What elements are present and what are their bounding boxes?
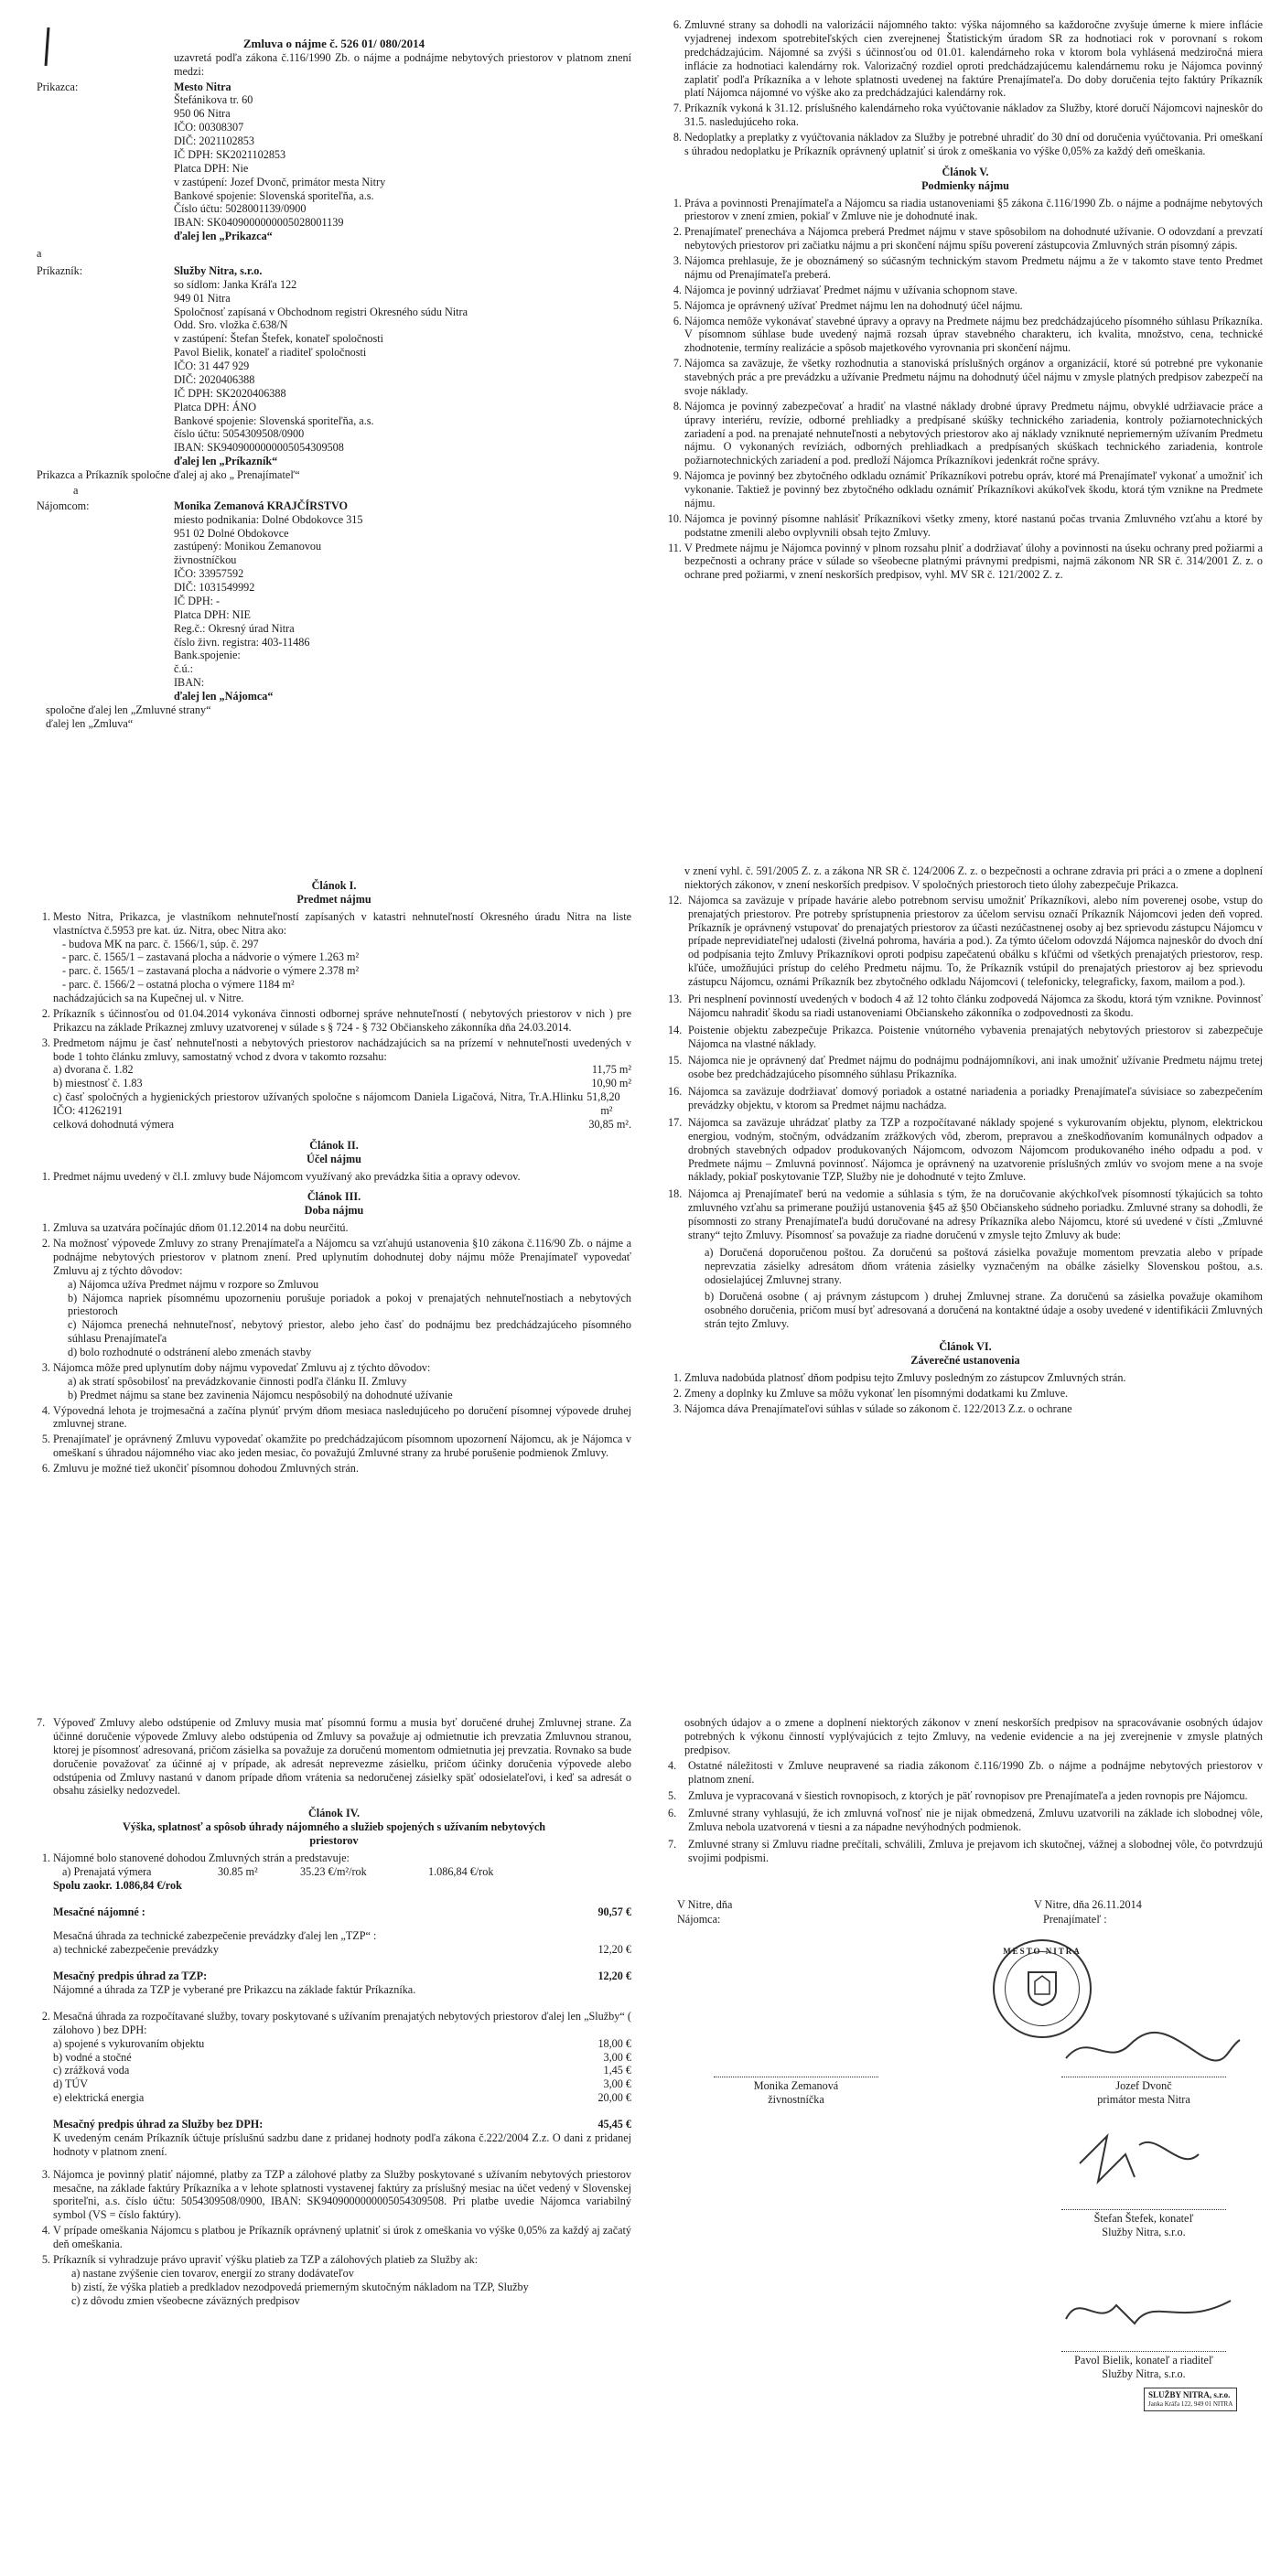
contract-title: Zmluva o nájme č. 526 01/ 080/2014 [242, 37, 425, 50]
list-item: 5. Prenajímateľ je oprávnený Zmluvu vypovedať okamžite po predchádzajúcom písomnom upozornení Nájomcu, ak je Nájomca v omeškaní s úhradou nájomného viac ako jeden mesiac, čo považujú Zmluvné strany za hrubé porušenie podmienok Zmluvy. [53, 1433, 631, 1460]
article-3-list [37, 1221, 631, 1476]
list-item: 6. Zmluvné strany sa dohodli na valorizácii nájomného takto: výška nájomného sa každoročne zvyšuje úmerne k miere inflácie vyjadrenej indexom spotrebiteľských cien zverejnenej Štatistickým úradom SR za hodnotiaci rok v porovnaní s rokom predchádzajúcim. Nájomné sa zvýši s účinnosťou od 01.01. kalendárneho roka v ktorom bola vyhlásená medziročná miera inflácie za hodnotiaci kalendárny rok. Valorizačný rozdiel oproti predchádzajúcemu kalendárnemu roku je Nájomca povinný zaplatiť podľa Príkazníka a v lehote splatnosti uvedenej na faktúre Prenajímateľa. Do doby doručenia tejto faktúry Príkazník platí Nájomca nájomné vo výške ako za predchádzajúci kalendárny rok. [684, 18, 1263, 100]
parcel-item: - parc. č. 1565/1 – zastavaná plocha a nádvorie o výmere 1.263 m² [62, 950, 360, 964]
page-1: Zmluva o nájme č. 526 01/ 080/2014 uzavretá podľa zákona č.116/1990 Zb. o nájme a podnájme nebytových priestorov v platnom znení medzi: Prikazca: Mesto Nitra Štefánikova tr. 60 950 06 Nitra IČO: 00308307 DIČ: 2021102853 IČ DPH: SK2021102853 Platca DPH: Nie v zastúpení: Jozef Dvonč, primátor mesta Nitry Bankové spojenie: Slovenská sporiteľňa, a.s. Číslo účtu: 5028001139/0900 IBAN: SK0409000000005028001139 ďalej len „Prikazca“ a Príkazník: Služby Nitra, s.r.o. so sídlom: Janka Kráľa 122 949 01 Nitra Spoločnosť zapísaná v Obchodnom registri Okresného súdu Nitra Odd. Sro. vložka č.638/N v zastúpení: Štefan Štefek, konateľ spoločnosti Pavol Bielik, konateľ a riaditeľ spoločnosti IČO: 31 447 929 DIČ: 2020406388 IČ DPH: SK2020406388 Platca DPH: ÁNO Bankové spojenie: Slovenská sporiteľňa, a.s. číslo účtu: 5054309508/0900 IBAN: SK9409000000005054309508 ďalej len „Príkazník“ Prikazca a Príkazník spoločne ďalej aj ako „ Prenajímateľ“ a Nájomcom: Monika Zemanová KRAJČÍRSTVO miesto podnikania: Dolné Obdokovce 315 951 02 Dolné Obdokovce zastúpený: Monikou Zemanovou živnostníčkou IČO: 33957592 DIČ: 1031549992 IČ DPH: - Platca DPH: NIE Reg.č.: Okresný úrad Nitra číslo živn. registra: 403-11486 Bank.spojenie: č.ú.: IBAN: ďalej len „Nájomca“ spoločne ďalej len „Zmluvné strany“ ďalej len „Zmluva“ [37, 18, 631, 846]
signature-stefek [1071, 2127, 1208, 2200]
list-item: 1. Zmluva sa uzatvára počínajúc dňom 01.12.2014 na dobu neurčitú. [53, 1221, 631, 1235]
signature-bielik [1061, 2282, 1235, 2337]
list-item: 6. Nájomca nemôže vykonávať stavebné úpravy a opravy na Predmete nájmu bez predchádzajúceho písomného súhlasu Príkazníka. V písomnom súhlase bude uvedený najmä rozsah úprav stavebného charakteru, ich kvalita, množstvo, cena, technické zhodnotenie, termíny realizácie a spôsob majetkového vyrovnania pri skončení nájmu. [684, 315, 1263, 356]
sub-item: c) z dôvodu zmien všeobecne záväzných predpisov [71, 2293, 300, 2307]
article-4-list: 1. Nájomné bolo stanovené dohodou Zmluvných strán a predstavuje: a) Prenajatá výmera 30.85 m² 35.23 €/m²/rok 1.086,84 €/rok Spolu zaokr. 1.086,84 €/rok Mesačné nájomné : 90,57 € Mesačná úhrada za technické zabezpečenie prevádzky ďalej len „TZP“ : a) technické zabezpečenie prevádzky 12,20 € Mesačný predpis úhrad za TZP: 12,20 € Nájomné a úhrada za TZP je vyberané pre Prikazcu na základe faktúr Príkazníka. 2. Mesačná úhrada za rozpočítavané služby, tovary poskytované s užívaním prenajatých nebytových priestorov ďalej len „Služby“ ( zálohovo ) bez DPH: a) spojené s vykurovaním objektu 18,00 € b) vodné a stočné 3,00 € c) zrážková voda 1,45 € d) TÚV 3,00 € e) elektrická energia 20,00 € Mesačný predpis úhrad za Služby bez DPH: 45,45 € K uvedeným cenám Príkazník účtuje príslušnú sadzbu dane z pridanej hodnoty podľa zákona č.222/2004 Z.z. O dani z pridanej hodnoty v platnom znení. 3. Nájomca je povinný platiť nájomné, platby za TZP a zálohové platby za Služby poskytované s užívaním nebytových priestorov mesačne, na základe faktúry Príkazníka a v lehote splatnosti vystavenej faktúry za príslušný mesiac na účet vedený v Slovenskej sporiteľni, a.s. číslo účtu: 5054309508/0900, IBAN: SK9409000000005054309508. Pri platbe uvedie Nájomca variabilný symbol (VS = číslo faktúry). 4. V prípade omeškania Nájomcu s platbou je Príkazník oprávnený uplatniť si úrok z omeškania vo výške 0,05% za každý aj začatý deň omeškania. 5. Príkazník si vyhradzuje právo upraviť výšku platieb za TZP a zálohových platieb za Služby ak: a) nastane zvýšenie cien tovarov, energií zo strany dodávateľov b) zistí, že výška platieb a predkladov nezodpovedá priemerným skutočným nákladom na TZP, Služby c) z dôvodu zmien všeobecne záväzných predpisov [37, 1852, 631, 2308]
detail-line: miesto podnikania: Dolné Obdokovce 315 [174, 512, 363, 526]
list-item: 2. Prenajímateľ prenecháva a Nájomca preberá Predmet nájmu v stave spôsobilom na dohodnuté užívanie. O odovzdaní a prevzatí nebytových priestorov pri začiatku nájmu a pri skončení nájmu spíšu poverení zástupcovia Zmluvných strán písomný zápis. [684, 225, 1263, 252]
sub-item: b) Predmet nájmu sa stane bez zavinenia Nájomcu nespôsobilý na dohodnuté užívanie [68, 1388, 453, 1401]
detail-line: 950 06 Nitra [174, 107, 231, 121]
list-item: 17. Nájomca sa zaväzuje uhrádzať platby za TZP a rozpočítavané náklady spojené s vykurovaním objektu, plynom, elektrickou energiou, vodným, stočným, odvádzaním zrážkových vôd, zberom, prepravou a zneškodňovaním komunálnych odpadov a drobných stavebných odpadov produkovaných Nájomcom, odvozom Nájomcom produkovaného iného odpadu a pod. v Predmete nájmu – Zmluvná povinnosť. Nájomca je oprávnený na uzatvorenie príslušných zmlúv vo svojom mene a na svoje náklady, pokiaľ poskytovanie TZP, Služby nie je dohodnuté v tejto Zmluve. [668, 1115, 1263, 1184]
list-item: 9. Nájomca je povinný bez zbytočného odkladu oznámiť Príkazníkovi potrebu opráv, ktoré má Prenajímateľ vykonať a umožniť ich vykonanie. Taktiež je povinný bez zbytočného odkladu oznámiť Príkazníkovi akúkoľvek škodu, ktorá tým vznikne na Predmete nájmu. [684, 469, 1263, 510]
detail-line: Spoločnosť zapísaná v Obchodnom registri Okresného súdu Nitra [174, 305, 468, 318]
list-item: 7. Nájomca sa zaväzuje, že všetky rozhodnutia a stanoviská príslušných orgánov a organizácií, ktoré sú potrebné pre vykonanie stavebných prác a pre prevádzku a užívanie Predmetu nájmu na dohodnutý účel nájmu v zmysle platných predpisov zabezpečí na svoje náklady. [684, 357, 1263, 398]
detail-line: IBAN: SK9409000000005054309508 [174, 441, 344, 455]
detail-line: Platca DPH: ÁNO [174, 400, 257, 413]
article-1-title: Článok I. [311, 879, 357, 892]
prikaznik-details [174, 278, 468, 455]
parcel-item: - parc. č. 1566/2 – ostatná plocha o výmere 1184 m² [62, 978, 295, 992]
list-item: 11. V Predmete nájmu je Nájomca povinný v plnom rozsahu plniť a dodržiavať úlohy a povinnosti na úseku ochrany pred požiarmi a bezpečnosti a ochrany práce v súlade so všeobecne platnými právnymi predpismi, najmä zákonom NR SR č. 314/2001 Z. z. o ochrane pred požiarmi, v znení neskorších predpisov, vyhl. MV SR č. 121/2002 Z. z. [684, 542, 1263, 583]
sub-item: c) Nájomca prenechá nehnuteľnosť, nebytový priestor, alebo jeho časť do podnájmu bez predchádzajúceho písomného súhlasu Prenajímateľa [68, 1318, 631, 1346]
valorization-list [668, 18, 1263, 158]
joint-label: Prikazca a Príkazník spoločne ďalej aj ako „ Prenajímateľ“ [37, 468, 300, 482]
parcel-item: - budova MK na parc. č. 1566/1, súp. č. 297 [62, 937, 259, 950]
signature-primator: Jozef Dvonč primátor mesta Nitra [1034, 2077, 1254, 2107]
detail-line: DIČ: 1031549992 [174, 581, 255, 595]
detail-line: Platca DPH: Nie [174, 161, 249, 175]
article-1-list: 1. Mesto Nitra, Prikazca, je vlastníkom nehnuteľností zapísaných v katastri nehnuteľností Okresného úradu Nitra na liste vlastníctva č.5953 pre kat. úz. Nitra, obec Nitra ako: - budova MK na parc. č. 1566/1, súp. č. 297 - parc. č. 1565/1 – zastavaná plocha a nádvorie o výmere 1.263 m² - parc. č. 1565/1 – zastavaná plocha a nádvorie o výmere 2.378 m² - parc. č. 1566/2 – ostatná plocha o výmere 1184 m² nachádzajúcich sa na Kupečnej ul. v Nitre. 2. Príkazník s účinnosťou od 01.04.2014 vykonáva činnosti odbornej správe nehnuteľností ( nebytových priestorov v nich ) pre Prikazcu na základe Príkaznej zmluvy uzatvorenej v súlade s § 724 - § 732 Občianskeho zákonníka dňa 24.03.2014. 3. Predmetom nájmu je časť nehnuteľnosti a nebytových priestorov nachádzajúcich sa na prízemí v nehnuteľnosti uvedených v bode 1 tohto článku zmluvy, samostatný vchod z dvora v takomto rozsahu: a) dvorana č. 1.82 11,75 m² b) miestnosť č. 1.83 10,90 m² c) časť spoločných a hygienických priestorov užívaných spoločne s nájomcom Daniela Ligačová, Nitra, Tr.A.Hlinku 51, IČO: 41262191 8,20 m² celková dohodnutá výmera 30,85 m². [37, 910, 631, 1132]
contract-intro: uzavretá podľa zákona č.116/1990 Zb. o nájme a podnájme nebytových priestorov v platnom znení medzi: [174, 50, 631, 78]
area-row: a) dvorana č. 1.82 11,75 m² [53, 1063, 631, 1077]
rent-row: a) Prenajatá výmera 30.85 m² 35.23 €/m²/rok 1.086,84 €/rok [62, 1864, 494, 1878]
detail-line: Reg.č.: Okresný úrad Nitra [174, 621, 295, 635]
area-row: c) časť spoločných a hygienických priestorov užívaných spoločne s nájomcom Daniela Ligačová, Nitra, Tr.A.Hlinku 51, IČO: 41262191 8,20 m² [53, 1090, 620, 1117]
detail-line: DIČ: 2021102853 [174, 134, 254, 148]
detail-line: 951 02 Dolné Obdokovce [174, 526, 289, 540]
service-row: d) TÚV 3,00 € [53, 2077, 631, 2091]
list-item: 6. Zmluvné strany vyhlasujú, že ich zmluvná voľnosť nie je nijak obmedzená, Zmluvu uzatvorili na základe ich slobodnej vôle, Zmluva nebola uzatvorená v tiesni a za nápadne nevýhodných podmienok. [668, 1807, 1263, 1834]
detail-line: IČO: 33957592 [174, 567, 244, 581]
sub-item: a) ak stratí spôsobilosť na prevádzkovanie činnosti podľa článku II. Zmluvy [68, 1374, 407, 1388]
list-item: 5. Nájomca je oprávnený užívať Predmet nájmu len na dohodnutý účel nájmu. [684, 299, 1263, 313]
article-5-title: Článok V. [942, 165, 989, 178]
detail-line: Platca DPH: NIE [174, 607, 251, 621]
list-item: 8. Nájomca je povinný zabezpečovať a hradiť na vlastné náklady drobné úpravy Predmetu nájmu, obvyklé udržiavacie práce a úpravy interiéru, revízie, odborné prehliadky a predpísané skúšky technického zariadenia, kontroly požiarnotechnických zariadení a pod. na prenajaté nehnuteľnosti a nebytových priestorov ako aj náklady vzniknuté nepriemerným užívaním Predmetu nájmu. O vykonaných revíziách, odborných prehliadkach a predpísaných skúškach technického zariadenia, kontrole požiarnotechnických zariadení a pod. predloží Nájomca Príkazníkovi jedenkrát ročne správy. [684, 400, 1263, 467]
list-item: a) Doručená doporučenou poštou. Za doručenú sa poštová zásielka považuje momentom prevzatia alebo v prípade neprevzatia zásielky adresátom dňom vrátenia zásielky vyznačeným na obálke zásielky Slovenskou poštou, a.s. odosielajúcej Zmluvnej strany. [705, 1245, 1263, 1286]
list-item: 4. Ostatné náležitosti v Zmluve neupravené sa riadia zákonom č.116/1990 Zb. o nájme a podnájme nebytových priestorov v platnom znení. [668, 1758, 1263, 1786]
list-item: 4. Výpovedná lehota je trojmesačná a začína plynúť prvým dňom mesiaca nasledujúceho po doručení písomnej výpovede druhej zmluvnej strane. [53, 1404, 631, 1432]
services-table [53, 2037, 631, 2105]
list-item: 14. Poistenie objektu zabezpečuje Prikazca. Poistenie vnútorného vybavenia prenajatých nebytových priestorov si zabezpečuje Nájomca na vlastné náklady. [668, 1023, 1263, 1050]
article-5-subtitle: Podmienky nájmu [921, 178, 1009, 192]
page-3: Článok I. Predmet nájmu 1. Mesto Nitra, Prikazca, je vlastníkom nehnuteľností zapísaných v katastri nehnuteľností Okresného úradu Nitra na liste vlastníctva č.5953 pre kat. úz. Nitra, obec Nitra ako: - budova MK na parc. č. 1566/1, súp. č. 297 - parc. č. 1565/1 – zastavaná plocha a nádvorie o výmere 1.263 m² - parc. č. 1565/1 – zastavaná plocha a nádvorie o výmere 2.378 m² - parc. č. 1566/2 – ostatná plocha o výmere 1184 m² nachádzajúcich sa na Kupečnej ul. v Nitre. 2. Príkazník s účinnosťou od 01.04.2014 vykonáva činnosti odbornej správe nehnuteľností ( nebytových priestorov v nich ) pre Prikazcu na základe Príkaznej zmluvy uzatvorenej v súlade s § 724 - § 732 Občianskeho zákonníka dňa 24.03.2014. 3. Predmetom nájmu je časť nehnuteľnosti a nebytových priestorov nachádzajúcich sa na prízemí v nehnuteľnosti uvedených v bode 1 tohto článku zmluvy, samostatný vchod z dvora v takomto rozsahu: a) dvorana č. 1.82 11,75 m² b) miestnosť č. 1.83 10,90 m² c) časť spoločných a hygienických priestorov užívaných spoločne s nájomcom Daniela Ligačová, Nitra, Tr.A.Hlinku 51, IČO: 41262191 8,20 m² celková dohodnutá výmera 30,85 m². Článok II. Účel nájmu 1. Predmet nájmu uvedený v čl.I. zmluvy bude Nájomcom využívaný ako prevádzka šitia a opravy odevov. Článok III. Doba nájmu 1. Zmluva sa uzatvára počínajúc dňom 01.12.2014 na dobu neurčitú. 2. Na možnosť výpovede Zmluvy zo strany Prenajímateľa a Nájomcu sa vzťahujú ustanovenia §10 zákona č.116/90 Zb. o nájme a podnájme nebytových priestorov v platnom znení. Pred uplynutím dohodnutej doby nájmu môže Prenajímateľ vypovedať Zmluvu aj z týchto dôvodov: a) Nájomca užíva Predmet nájmu v rozpore so Zmluvou b) Nájomca napriek písomnému upozorneniu porušuje poriadok a pokoj v prenajatých nehnuteľnostiach a nebytových priestoroch c) Nájomca prenechá nehnuteľnosť, nebytový priestor, alebo jeho časť do podnájmu bez predchádzajúceho písomného súhlasu Prenajímateľa d) bolo rozhodnuté o odstránení alebo zmenách stavby 3. Nájomca môže pred uplynutím doby nájmu vypovedať Zmluvu aj z týchto dôvodov: a) ak stratí spôsobilosť na prevádzkovanie činnosti podľa článku II. Zmluvy b) Predmet nájmu sa stane bez zavinenia Nájomcu nespôsobilý na dohodnuté užívanie 4. Výpovedná lehota je trojmesačná a začína plynúť prvým dňom mesiaca nasledujúceho po doručení písomnej výpovede druhej zmluvnej strane. 5. Prenajímateľ je oprávnený Zmluvu vypovedať okamžite po predchádzajúcom písomnom upozornení Nájomcu, ak je Nájomca v omeškaní s úhradou nájomného viac ako jeden mesiac, čo považujú Zmluvné strany za hrubé porušenie podmienok Zmluvy. 6. Zmluvu je možné tiež ukončiť písomnou dohodou Zmluvných strán. [37, 864, 631, 1692]
page-2 [668, 18, 1263, 846]
sub-item: b) zistí, že výška platieb a predkladov nezodpovedá priemerným skutočným nákladom na TZP, Služby [71, 2280, 529, 2293]
detail-line: živnostníčkou [174, 553, 237, 567]
detail-line: Bankové spojenie: Slovenská sporiteľňa, a.s. [174, 188, 374, 202]
article-6-title: Článok VI. [939, 1340, 992, 1353]
detail-line: IČO: 31 447 929 [174, 360, 250, 373]
service-row: a) spojené s vykurovaním objektu 18,00 € [53, 2036, 631, 2050]
together-label: spoločne ďalej len „Zmluvné strany“ [46, 703, 211, 716]
party-prikazca: Prikazca: Mesto Nitra Štefánikova tr. 60 950 06 Nitra IČO: 00308307 DIČ: 2021102853 IČ DPH: SK2021102853 Platca DPH: Nie v zastúpení: Jozef Dvonč, primátor mesta Nitry Bankové spojenie: Slovenská sporiteľňa, a.s. Číslo účtu: 5028001139/0900 IBAN: SK0409000000005028001139 ďalej len „Prikazca“ [37, 80, 386, 243]
stamp-text: MESTO NITRA [1003, 1947, 1082, 1956]
detail-line: v zastúpení: Štefan Štefek, konateľ spoločnosti [174, 332, 384, 346]
detail-line: so sídlom: Janka Kráľa 122 [174, 277, 297, 291]
detail-line: IBAN: [174, 676, 205, 690]
service-row: e) elektrická energia 20,00 € [53, 2091, 631, 2105]
article-6-subtitle: Záverečné ustanovenia [910, 1353, 1020, 1367]
monthly-rent-value: 90,57 € [597, 1905, 631, 1918]
article-5-continued [668, 894, 1263, 1333]
prikazca-details [174, 93, 385, 230]
party-najomca: Nájomcom: Monika Zemanová KRAJČÍRSTVO miesto podnikania: Dolné Obdokovce 315 951 02 Dolné Obdokovce zastúpený: Monikou Zemanovou živnostníčkou IČO: 33957592 DIČ: 1031549992 IČ DPH: - Platca DPH: NIE Reg.č.: Okresný úrad Nitra číslo živn. registra: 403-11486 Bank.spojenie: č.ú.: IBAN: ďalej len „Nájomca“ [37, 499, 363, 703]
sub-item: b) Nájomca napriek písomnému upozorneniu porušuje poriadok a pokoj v prenajatých nehnuteľnostiach a nebytových priestoroch [68, 1291, 631, 1318]
company-stamp: SLUŽBY NITRA, s.r.o. Janka Kráľa 122, 949 01 NITRA [1144, 2388, 1237, 2411]
list-item: 4. Nájomca je povinný udržiavať Predmet nájmu v užívania schopnom stave. [684, 284, 1263, 297]
article-2-subtitle: Účel nájmu [307, 1152, 361, 1165]
article-4-title: Článok IV. [308, 1807, 360, 1820]
detail-line: Číslo účtu: 5028001139/0900 [174, 202, 307, 216]
signature-riaditel: Pavol Bielik, konateľ a riaditeľ Služby Nitra, s.r.o. [1034, 2351, 1254, 2381]
detail-line: číslo účtu: 5054309508/0900 [174, 427, 305, 441]
list-item: b) Doručená osobne ( aj právnym zástupcom ) druhej Zmluvnej strane. Za doručenú sa zásielka považuje okamihom osobného doručenia, pričom musí byť adresovaná a doručená na kontaktné údaje a osoby uvedené v identifikácii Zmluvných strán tejto Zmluvy. [705, 1290, 1263, 1331]
detail-line: Odd. Sro. vložka č.638/N [174, 318, 288, 332]
city-stamp [993, 1939, 1092, 2038]
list-item: 10. Nájomca je povinný písomne nahlásiť Príkazníkovi všetky zmeny, ktoré nastanú počas trvania Zmluvného vzťahu a ktoré by podstatne zmenili alebo ovplyvnili obsah tejto Zmluvy. [684, 512, 1263, 540]
detail-line: v zastúpení: Jozef Dvonč, primátor mesta Nitry [174, 175, 386, 188]
service-row: c) zrážková voda 1,45 € [53, 2064, 631, 2077]
coat-of-arms-icon [1027, 1970, 1058, 2007]
list-item: 2. Zmeny a doplnky ku Zmluve sa môžu vykonať len písomnými dodatkami ku Zmluve. [684, 1387, 1263, 1401]
parcel-item: - parc. č. 1565/1 – zastavaná plocha a nádvorie o výmere 2.378 m² [62, 964, 360, 978]
najomca-details [174, 513, 362, 690]
detail-line: IČ DPH: - [174, 594, 221, 607]
detail-line: IČO: 00308307 [174, 121, 244, 134]
detail-line: Bankové spojenie: Slovenská sporiteľňa, a.s. [174, 413, 374, 427]
detail-line: 949 01 Nitra [174, 291, 231, 305]
detail-line: číslo živn. registra: 403-11486 [174, 635, 310, 649]
list-item: 15. Nájomca nie je oprávnený dať Predmet nájmu do podnájmu podnájomníkovi, ani inak umožniť užívanie Predmetu nájmu tretej osobe bez predchádzajúceho písomného súhlasu Príkazníka. [668, 1054, 1263, 1081]
area-row: b) miestnosť č. 1.83 10,90 m² [53, 1077, 631, 1090]
list-item: 1. Zmluva nadobúda platnosť dňom podpisu tejto Zmluvy posledným zo zástupcov Zmluvných strán. [684, 1371, 1263, 1385]
detail-line: IČ DPH: SK2020406388 [174, 386, 286, 400]
signature-najomca: Monika Zemanová živnostníčka [695, 2077, 897, 2107]
list-item: 16. Nájomca sa zaväzuje dodržiavať domový poriadok a ostatné nariadenia a poriadky Prenajímateľa súvisiace so zabezpečením prevádzky objektu, v ktorom sa Predmet nájmu nachádza. [668, 1085, 1263, 1111]
detail-line: č.ú.: [174, 662, 193, 676]
area-table [53, 1063, 631, 1131]
article-3-title: Článok III. [307, 1190, 361, 1204]
detail-line: Pavol Bielik, konateľ a riaditeľ spoločnosti [174, 346, 367, 360]
page-6: osobných údajov a o zmene a doplnení niektorých zákonov v znení neskorších predpisov na spracovávanie osobných údajov potrebných k výkonu činností vyplývajúcich z tejto Zmluvy, na vedenie evidencie a na jej zverejnenie v zmysle platných predpisov. 4. Ostatné náležitosti v Zmluve neupravené sa riadia zákonom č.116/1990 Zb. o nájme a podnájme nebytových priestorov v platnom znení. 5. Zmluva je vypracovaná v šiestich rovnopisoch, z ktorých je päť rovnopisov pre Prenajímateľa a jeden rovnopis pre Nájomcu. 6. Zmluvné strany vyhlasujú, že ich zmluvná voľnosť nie je nijak obmedzená, Zmluvu uzatvorili na základe ich slobodnej vôle, Zmluva nebola uzatvorená v tiesni a za nápadne nevýhodných podmienok. 7. Zmluvné strany si Zmluvu riadne prečítali, schválili, Zmluva je prejavom ich skutočnej, vážnej a slobodnej vôle, čo potvrdzujú svojimi podpismi. V Nitre, dňa Nájomca: V Nitre, dňa 26.11.2014 Prenajímateľ : MESTO NITRA Monika Zemanová živnostníčka Jozef Dvonč primátor mesta Nitra Štefan Štefek, konateľ Služby Nitra, s.r.o. Pavol Bielik, konateľ a riaditeľ Služby Nitra, s.r.o. SLUŽBY NITRA, s.r.o. Janka Kráľa 122, 949 01 NITRA [668, 1711, 1263, 2571]
detail-line: Štefánikova tr. 60 [174, 93, 253, 107]
article-2-title: Článok II. [309, 1138, 359, 1152]
list-item: 2. Na možnosť výpovede Zmluvy zo strany Prenajímateľa a Nájomcu sa vzťahujú ustanovenia §10 zákona č.116/90 Zb. o nájme a podnájme nebytových priestorov v platnom znení. Pred uplynutím dohodnutej doby nájmu môže Prenajímateľ vypovedať Zmluvu aj z týchto dôvodov: a) Nájomca užíva Predmet nájmu v rozpore so Zmluvou b) Nájomca napriek písomnému upozorneniu porušuje poriadok a pokoj v prenajatých nehnuteľnostiach a nebytových priestoroch c) Nájomca prenechá nehnuteľnosť, nebytový priestor, alebo jeho časť do podnájmu bez predchádzajúceho písomného súhlasu Prenajímateľa d) bolo rozhodnuté o odstránení alebo zmenách stavby [53, 1237, 631, 1359]
list-item: 3. Nájomca prehlasuje, že je oboznámený so súčasným technickým stavom Predmetu nájmu a že v takomto stave tento Predmet nájmu od Prenajímateľa preberá. [684, 254, 1263, 282]
page-5: 7. Výpoveď Zmluvy alebo odstúpenie od Zmluvy musia mať písomnú formu a musia byť doručené druhej Zmluvnej strane. Za účinné doručenie výpovede Zmluvy alebo odstúpenia od Zmluvy sa považuje aj odmietnutie ich prevzatia Zmluvnou stranou, ktorej je písomnosť adresovaná, pričom zásielka sa považuje za doručenú momentom odmietnutia jej prevzatia. Rovnako sa bude doručenie považovať za účinné aj v prípade, ak adresát neprevezme zásielku, pričom účinky doručenia výpovede alebo odstúpenia od Zmluvy nastanú v danom prípade dňom vrátenia sa nedoručenej zásielky späť odosielateľovi, i keď sa adresát o obsahu zásielky nedozvedel. Článok IV. Výška, splatnosť a spôsob úhrady nájomného a služieb spojených s užívaním nebytových priestorov 1. Nájomné bolo stanovené dohodou Zmluvných strán a predstavuje: a) Prenajatá výmera 30.85 m² 35.23 €/m²/rok 1.086,84 €/rok Spolu zaokr. 1.086,84 €/rok Mesačné nájomné : 90,57 € Mesačná úhrada za technické zabezpečenie prevádzky ďalej len „TZP“ : a) technické zabezpečenie prevádzky 12,20 € Mesačný predpis úhrad za TZP: 12,20 € Nájomné a úhrada za TZP je vyberané pre Prikazcu na základe faktúr Príkazníka. 2. Mesačná úhrada za rozpočítavané služby, tovary poskytované s užívaním prenajatých nebytových priestorov ďalej len „Služby“ ( zálohovo ) bez DPH: a) spojené s vykurovaním objektu 18,00 € b) vodné a stočné 3,00 € c) zrážková voda 1,45 € d) TÚV 3,00 € e) elektrická energia 20,00 € Mesačný predpis úhrad za Služby bez DPH: 45,45 € K uvedeným cenám Príkazník účtuje príslušnú sadzbu dane z pridanej hodnoty podľa zákona č.222/2004 Z.z. O dani z pridanej hodnoty v platnom znení. 3. Nájomca je povinný platiť nájomné, platby za TZP a zálohové platby za Služby poskytované s užívaním nebytových priestorov mesačne, na základe faktúry Príkazníka a v lehote splatnosti vystavenej faktúry za príslušný mesiac na účet vedený v Slovenskej sporiteľni, a.s. číslo účtu: 5054309508/0900, IBAN: SK9409000000005054309508. Pri platbe uvedie Nájomca variabilný symbol (VS = číslo faktúry). 4. V prípade omeškania Nájomcu s platbou je Príkazník oprávnený uplatniť si úrok z omeškania vo výške 0,05% za každý aj začatý deň omeškania. 5. Príkazník si vyhradzuje právo upraviť výšku platieb za TZP a zálohových platieb za Služby ak: a) nastane zvýšenie cien tovarov, energií zo strany dodávateľov b) zistí, že výška platieb a predkladov nezodpovedá priemerným skutočným nákladom na TZP, Služby c) z dôvodu zmien všeobecne záväzných predpisov [37, 1711, 631, 2571]
article-1-subtitle: Predmet nájmu [296, 892, 371, 906]
list-item: 7. Príkazník vykoná k 31.12. príslušného kalendárneho roka vyúčtovanie nákladov za Služby, ktoré doručí Nájomcovi najneskôr do 31.5. nasledujúceho roka. [684, 102, 1263, 129]
page-4: v znení vyhl. č. 591/2005 Z. z. a zákona NR SR č. 124/2006 Z. z. o bezpečnosti a ochrane zdravia pri práci a o zmene a doplnení niektorých zákonov, v znení neskorších predpisov. V spoločných priestoroch tieto úlohy zabezpečuje Prikazca. 12. Nájomca sa zaväzuje v prípade havárie alebo potrebnom servisu umožniť Príkazníkovi, alebo ním poverenej osobe, vstup do prenajatých priestorov. Pre potreby sprístupnenia priestorov za účelom servisu označí Príkazník Nájomcovi jeden deň vopred. Príkazník je oprávnený vstupovať do prenajatých priestorov za účasti nezúčastnenej osoby aj bez sprievodu zástupcu Nájomcu v prípade neprevidiateľnej udalosti (živelná pohroma, havária a pod.). Za týmto účelom odovzdá Nájomca najneskôr do dvoch dní od podpísania tejto Zmluvy Príkazníkovi oproti podpisu zapečatenú obálku s kľúčmi od všetkých prenajatých priestorov, resp. kľúče, umožňujúci prístup do celého Predmetu nájmu. To, že Príkazník vstúpil do prenajatých priestorov aj bez sprievodu zástupcu Nájomcu, oznámi Príkazník bez zbytočného odkladu Nájomcovi ( telefonicky, telegraficky, faxom, mailom a pod.). 13. Pri nesplnení povinností uvedených v bodoch 4 až 12 tohto článku zodpovedá Nájomca za škodu, ktorá tým vznikne. Povinnosť Nájomcu nahradiť škodu sa riadi ustanoveniami Občianskeho zákonníka o zodpovednosti za škodu. 14. Poistenie objektu zabezpečuje Prikazca. Poistenie vnútorného vybavenia prenajatých nebytových priestorov si zabezpečuje Nájomca na vlastné náklady. 15. Nájomca nie je oprávnený dať Predmet nájmu do podnájmu podnájomníkovi, ani inak umožniť užívanie Predmetu nájmu tretej osobe bez predchádzajúceho písomného súhlasu Príkazníka. 16. Nájomca sa zaväzuje dodržiavať domový poriadok a ostatné nariadenia a poriadky Prenajímateľa súvisiace so zabezpečením prevádzky objektu, v ktorom sa Predmet nájmu nachádza. 17. Nájomca sa zaväzuje uhrádzať platby za TZP a rozpočítavané náklady spojené s vykurovaním objektu, plynom, elektrickou energiou, vodným, stočným, odvádzaním zrážkových vôd, zberom, prepravou a zneškodňovaním komunálnych odpadov a drobných stavebných odpadov produkovaných Nájomcom, odvozom Nájomcom produkovaného iného odpadu a pod. v Predmete nájmu – Zmluvná povinnosť. Nájomca je oprávnený na uzatvorenie príslušných zmlúv vo svojom mene a na svoje náklady, pokiaľ poskytovanie TZP, Služby nie je dohodnuté v tejto Zmluve. 18. Nájomca aj Prenajímateľ berú na vedomie a súhlasia s tým, že na doručovanie akýchkoľvek písomností týkajúcich sa tohto zmluvného vzťahu sa primerane použijú ustanovenia §45 až §50 Občianskeho súdneho poriadku. Zmluvné strany sa dohodli, že písomnosti zo strany Prenajímateľa budú doručované na adresy Príkazníka alebo Nájomcu, ktoré sú uvedené v čísti „Zmluvné strany“ tejto Zmluvy. Písomnosť sa považuje za riadne doručenú v zmysle tejto Zmluvy ak bude: a) Doručená doporučenou poštou. Za doručenú sa poštová zásielka považuje momentom prevzatia alebo v prípade neprevzatia zásielky adresátom dňom vrátenia zásielky vyznačeným na obálke zásielky Slovenskou poštou, a.s. odosielajúcej Zmluvnej strany. b) Doručená osobne ( aj právnym zástupcom ) druhej Zmluvnej strane. Za doručenú sa zásielka považuje okamihom osobného doručenia, pričom musí byť adresovaná a doručená na kontaktné údaje a osoby uvedené v identifikácii Zmluvných strán tejto Zmluvy. Článok VI. Záverečné ustanovenia 1. Zmluva nadobúda platnosť dňom podpisu tejto Zmluvy posledným zo zástupcov Zmluvných strán. 2. Zmeny a doplnky ku Zmluve sa môžu vykonať len písomnými dodatkami ku Zmluve. 3. Nájomca dáva Prenajímateľovi súhlas v súlade so zákonom č. 122/2013 Z.z. o ochrane [668, 864, 1263, 1692]
article-3-subtitle: Doba nájmu [304, 1204, 364, 1218]
list-item: 5. Zmluva je vypracovaná v šiestich rovnopisoch, z ktorých je päť rovnopisov pre Prenajímateľa a jeden rovnopis pre Nájomcu. [668, 1789, 1248, 1803]
list-item: 3. Nájomca dáva Prenajímateľovi súhlas v súlade so zákonom č. 122/2013 Z.z. o ochrane [684, 1402, 1263, 1416]
list-item: 18. Nájomca aj Prenajímateľ berú na vedomie a súhlasia s tým, že na doručovanie akýchkoľvek písomností týkajúcich sa tohto zmluvného vzťahu sa primerane použijú ustanovenia §45 až §50 Občianskeho súdneho poriadku. Zmluvné strany sa dohodli, že písomnosti zo strany Prenajímateľa budú doručované na adresy Príkazníka alebo Nájomcu, ktoré sú uvedené v čísti „Zmluvné strany“ tejto Zmluvy. Písomnosť sa považuje za riadne doručenú v zmysle tejto Zmluvy ak bude: [668, 1187, 1263, 1241]
list-item: 6. Zmluvu je možné tiež ukončiť písomnou dohodou Zmluvných strán. [53, 1462, 631, 1476]
sub-item: d) bolo rozhodnuté o odstránení alebo zmenách stavby [68, 1346, 312, 1358]
list-item: 12. Nájomca sa zaväzuje v prípade havárie alebo potrebnom servisu umožniť Príkazníkovi, alebo ním poverenej osobe, vstup do prenajatých priestorov. Pre potreby sprístupnenia priestorov za účelom servisu označí Príkazník Nájomcovi jeden deň vopred. Príkazník je oprávnený vstupovať do prenajatých priestorov za účasti nezúčastnenej osoby aj bez sprievodu zástupcu Nájomcu v prípade neprevidiateľnej udalosti (živelná pohroma, havária a pod.). Za týmto účelom odovzdá Nájomca najneskôr do dvoch dní od podpísania tejto Zmluvy Príkazníkovi oproti podpisu zapečatenú obálku s kľúčmi od všetkých prenajatých priestorov, resp. kľúče, umožňujúci prístup do celého Predmetu nájmu. To, že Príkazník vstúpil do prenajatých priestorov aj bez sprievodu zástupcu Nájomcu, oznámi Príkazník bez zbytočného odkladu Nájomcovi ( telefonicky, telegraficky, faxom, mailom a pod.). [668, 893, 1263, 988]
party-prikaznik: Príkazník: Služby Nitra, s.r.o. so sídlom: Janka Kráľa 122 949 01 Nitra Spoločnosť zapísaná v Obchodnom registri Okresného súdu Nitra Odd. Sro. vložka č.638/N v zastúpení: Štefan Štefek, konateľ spoločnosti Pavol Bielik, konateľ a riaditeľ spoločnosti IČO: 31 447 929 DIČ: 2020406388 IČ DPH: SK2020406388 Platca DPH: ÁNO Bankové spojenie: Slovenská sporiteľňa, a.s. číslo účtu: 5054309508/0900 IBAN: SK9409000000005054309508 ďalej len „Príkazník“ [37, 263, 468, 468]
detail-line: IBAN: SK0409000000005028001139 [174, 216, 344, 230]
detail-line: DIČ: 2020406388 [174, 372, 255, 386]
list-item: 8. Nedoplatky a preplatky z vyúčtovania nákladov za Služby je potrebné uhradiť do 30 dní od doručenia vyúčtovania. Pri omeškaní s úhradou nedoplatku je Príkazník oprávnený uplatniť si úrok z omeškania vo výške 0,05% za každý deň omeškania. [684, 131, 1263, 158]
area-row: celková dohodnutá výmera 30,85 m². [53, 1117, 631, 1131]
signature-konatel: Štefan Štefek, konateľ Služby Nitra, s.r.o. [1034, 2209, 1254, 2239]
sub-item: a) nastane zvýšenie cien tovarov, energií zo strany dodávateľov [71, 2266, 354, 2280]
article-5-list [668, 197, 1263, 583]
signature-dvonc [1061, 2026, 1244, 2072]
detail-line: zastúpený: Monikou Zemanovou [174, 540, 322, 553]
list-item: 1. Práva a povinnosti Prenajímateľa a Nájomcu sa riadia ustanoveniami §5 zákona č.116/1990 Zb. o nájme a podnájme nebytových priestorov v znení zmien, pokiaľ v Zmluve nie je dohodnuté inak. [684, 197, 1263, 224]
detail-line: IČ DPH: SK2021102853 [174, 147, 286, 161]
list-item: 13. Pri nesplnení povinností uvedených v bodoch 4 až 12 tohto článku zodpovedá Nájomca za škodu, ktorá tým vznikne. Povinnosť Nájomcu nahradiť škodu sa riadi ustanoveniami Občianskeho zákonníka o zodpovednosti za škodu. [668, 992, 1263, 1019]
service-row: b) vodné a stočné 3,00 € [53, 2050, 631, 2064]
detail-line: Bank.spojenie: [174, 649, 241, 662]
article-4-subtitle: Výška, splatnosť a spôsob úhrady nájomného a služieb spojených s užívaním nebytových priestorov [122, 1820, 546, 1847]
list-item: 3. Nájomca môže pred uplynutím doby nájmu vypovedať Zmluvu aj z týchto dôvodov: a) ak stratí spôsobilosť na prevádzkovanie činnosti podľa článku II. Zmluvy b) Predmet nájmu sa stane bez zavinenia Nájomcu nespôsobilý na dohodnuté užívanie [53, 1361, 631, 1402]
list-item: 7. Zmluvné strany si Zmluvu riadne prečítali, schválili, Zmluva je prejavom ich skutočnej, vážnej a slobodnej vôle, čo potvrdzujú svojimi podpismi. [668, 1838, 1263, 1864]
sub-item: a) Nájomca užíva Predmet nájmu v rozpore so Zmluvou [68, 1277, 319, 1291]
article-6-list [668, 1371, 1263, 1416]
